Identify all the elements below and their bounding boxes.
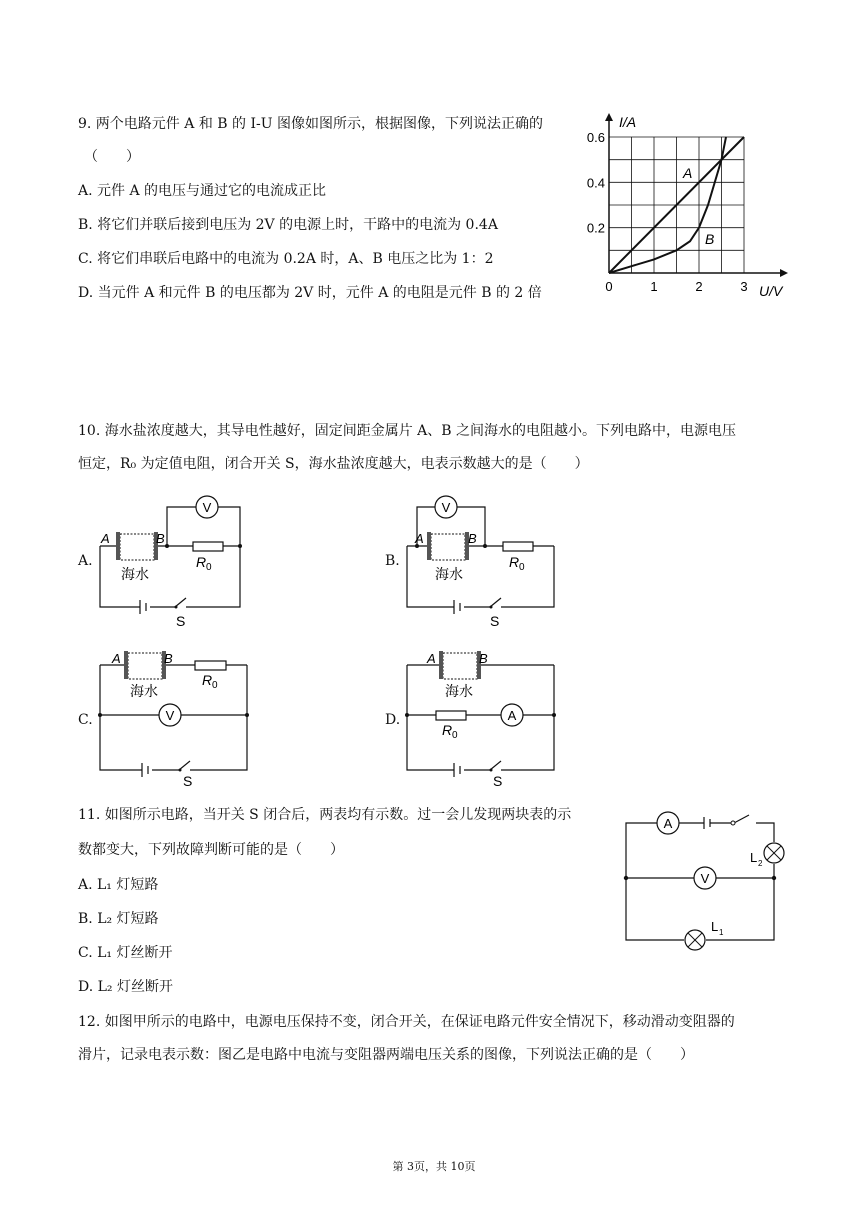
svg-text:海水: 海水 xyxy=(445,683,473,699)
q12-stem-line1: 12. 如图甲所示的电路中，电源电压保持不变，闭合开关，在保证电路元件安全情况下，移动滑动变阻器的 xyxy=(78,1014,735,1030)
y-axis-arrow xyxy=(605,113,613,121)
q12-stem-line2: 滑片，记录电表示数：图乙是电路中电流与变阻器两端电压关系的图像，下列说法正确的是（ ） xyxy=(78,1047,694,1063)
circuit-d xyxy=(397,645,562,787)
q11-option-b: B. L₂ 灯短路 xyxy=(78,911,159,927)
q11-ammeter-symbol: A xyxy=(663,816,673,831)
q11-voltmeter-symbol: V xyxy=(700,871,710,886)
y-tick-label: 0.6 xyxy=(586,130,605,145)
q9-stem-line2: （ ） xyxy=(84,149,140,165)
svg-text:0: 0 xyxy=(206,562,212,573)
x-tick-label: 2 xyxy=(695,279,703,294)
q10-option-c-letter: C. xyxy=(78,712,93,728)
svg-text:A: A xyxy=(415,531,424,546)
svg-text:R: R xyxy=(202,672,213,688)
q9-option-b: B. 将它们并联后接到电压为 2V 的电源上时，干路中的电流为 0.4A xyxy=(78,217,498,233)
q10-option-a-letter: A. xyxy=(78,553,93,569)
y-tick-label: 0.2 xyxy=(586,220,605,236)
circuit-b xyxy=(397,490,562,630)
q11-option-d: D. L₂ 灯丝断开 xyxy=(78,979,173,995)
x-tick-label: 3 xyxy=(740,279,748,294)
svg-text:0: 0 xyxy=(452,730,458,741)
svg-text:R: R xyxy=(509,554,520,570)
svg-text:V: V xyxy=(165,708,175,723)
lamp-l1-icon xyxy=(685,930,705,950)
svg-text:B: B xyxy=(479,651,488,666)
q11-stem-line1: 11. 如图所示电路，当开关 S 闭合后，两表均有示数。过一会儿发现两块表的示 xyxy=(78,807,572,823)
q10-stem-line2: 恒定，R₀ 为定值电阻，闭合开关 S，海水盐浓度越大，电表示数越大的是（ ） xyxy=(78,456,589,472)
svg-text:2: 2 xyxy=(758,859,763,868)
circuit-q11 xyxy=(616,803,786,953)
q9-option-d: D. 当元件 A 和元件 B 的电压都为 2V 时，元件 A 的电阻是元件 B 的 2 倍 xyxy=(78,285,542,301)
q10-option-d-letter: D. xyxy=(385,712,401,728)
svg-text:R: R xyxy=(196,554,207,570)
iu-graph xyxy=(575,105,795,305)
y-axis-label: I/A xyxy=(619,114,637,130)
curve-a-label: A xyxy=(683,165,693,181)
y-tick-label: 0.4 xyxy=(586,175,605,191)
circuit-a xyxy=(90,490,250,630)
svg-text:1: 1 xyxy=(719,928,724,937)
x-axis-label: U/V xyxy=(759,283,783,299)
q11-option-a: A. L₁ 灯短路 xyxy=(78,877,159,893)
svg-text:海水: 海水 xyxy=(130,683,158,699)
q11-option-c: C. L₁ 灯丝断开 xyxy=(78,945,173,961)
x-axis-arrow xyxy=(780,269,788,277)
svg-text:海水: 海水 xyxy=(435,566,463,582)
svg-text:B: B xyxy=(468,531,477,546)
ammeter-symbol: A xyxy=(507,708,517,723)
q11-stem-line2: 数都变大，下列故障判断可能的是（ ） xyxy=(78,842,344,858)
switch-label: S xyxy=(176,613,186,629)
svg-text:0: 0 xyxy=(519,562,525,573)
curve-b-label: B xyxy=(705,231,715,247)
svg-text:L: L xyxy=(750,850,758,865)
svg-text:L: L xyxy=(711,919,719,934)
svg-text:0: 0 xyxy=(212,680,218,691)
iu-axes xyxy=(605,113,788,277)
q10-option-b-letter: B. xyxy=(385,553,400,569)
page-footer: 第 3页，共 10页 xyxy=(392,1160,476,1173)
circuit-c xyxy=(90,645,255,787)
x-tick-label: 1 xyxy=(650,279,658,294)
svg-text:A: A xyxy=(112,651,121,666)
svg-text:R: R xyxy=(442,722,453,738)
q9-stem-line1: 9. 两个电路元件 A 和 B 的 I-U 图像如图所示，根据图像，下列说法正确的 xyxy=(78,116,543,132)
svg-text:S: S xyxy=(490,613,500,629)
q9-option-c: C. 将它们串联后电路中的电流为 0.2A 时，A、B 电压之比为 1：2 xyxy=(78,251,494,267)
svg-text:V: V xyxy=(441,500,451,515)
voltmeter-symbol: V xyxy=(202,500,212,515)
x-tick-label: 0 xyxy=(605,279,613,294)
svg-text:S: S xyxy=(493,773,503,787)
seawater-label: 海水 xyxy=(121,566,149,582)
svg-text:B: B xyxy=(156,531,165,546)
lamp-l2-icon xyxy=(764,843,784,863)
svg-text:A: A xyxy=(101,531,110,546)
q9-option-a: A. 元件 A 的电压与通过它的电流成正比 xyxy=(78,183,327,199)
svg-text:S: S xyxy=(183,773,193,787)
q10-stem-line1: 10. 海水盐浓度越大，其导电性越好，固定间距金属片 A、B 之间海水的电阻越小。下列电路中，电源电压 xyxy=(78,423,737,439)
svg-text:A: A xyxy=(427,651,436,666)
svg-text:B: B xyxy=(164,651,173,666)
